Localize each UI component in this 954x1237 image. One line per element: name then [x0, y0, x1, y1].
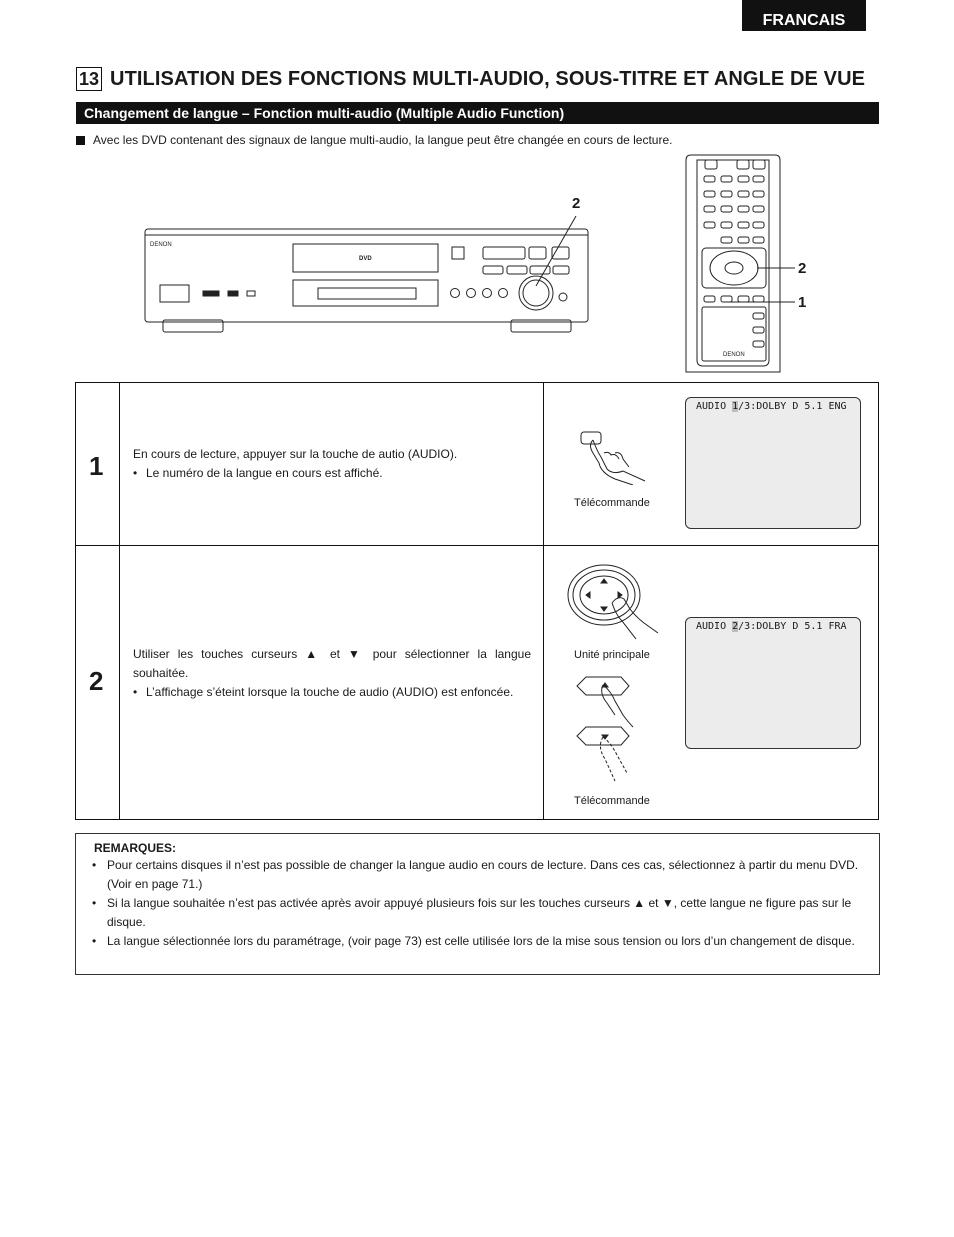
osd-track-highlight: 2 [732, 621, 739, 632]
note-item: • Pour certains disques il n’est pas possible de changer la langue audio en cours de lecture. Dans ces cas, sélectionnez à partir du menu DVD. (Voir en page 71.) [92, 858, 859, 891]
player-callout: 2 [572, 195, 581, 212]
step-1-osd-screen: AUDIO 1/3:DOLBY D 5.1 ENG [685, 397, 861, 529]
step-1-instructions [133, 445, 533, 483]
subsection-title: Changement de langue – Fonction multi-audio (Multiple Audio Function) [76, 102, 879, 124]
section-title: UTILISATION DES FONCTIONS MULTI-AUDIO, SOUS-TITRE ET ANGLE DE VUE [110, 67, 866, 90]
remote-cursor-press-icon [571, 673, 661, 803]
osd-track-highlight: 1 [732, 401, 739, 412]
device-illustration [0, 0, 954, 380]
main-unit-cursor-press-icon [566, 555, 666, 643]
step-2-osd-screen: AUDIO 2/3:DOLBY D 5.1 FRA [685, 617, 861, 749]
dvd-player-drawing [145, 216, 588, 332]
notes-box [75, 833, 880, 975]
intro-text: Avec les DVD contenant des signaux de langue multi-audio, la langue peut être changée en cours de lecture. [93, 133, 673, 147]
step-1-caption-remote: Télécommande [574, 497, 650, 509]
step-2-number: 2 [89, 666, 104, 696]
section-number: 13 [76, 67, 102, 91]
note-item: • La langue sélectionnée lors du paramétrage, (voir page 73) est celle utilisée lors de la mise sous tension ou lors d’un changement de disque. [92, 934, 855, 948]
step-1-number: 1 [89, 451, 104, 481]
step-2-caption-main-unit: Unité principale [574, 649, 650, 661]
step-2-instructions [133, 645, 531, 702]
step-1-bullet: • Le numéro de la langue en cours est affiché. [133, 466, 383, 480]
step-2-bullet: • L’affichage s’éteint lorsque la touche de audio (AUDIO) est enfoncée. [133, 685, 514, 699]
remote-brand-logo: DENON [723, 352, 745, 358]
step-2-caption-remote: Télécommande [574, 795, 650, 807]
notes-title: REMARQUES: [94, 841, 177, 855]
remote-callout-1: 1 [798, 294, 807, 311]
language-tab: FRANCAIS [742, 0, 866, 31]
dvd-logo: DVD [359, 256, 372, 262]
remote-control-drawing [686, 155, 795, 372]
remote-button-press-icon [571, 425, 651, 485]
remote-callout-2: 2 [798, 260, 807, 277]
player-brand-logo: DENON [150, 242, 172, 248]
step-1-text: En cours de lecture, appuyer sur la touche de autio (AUDIO). [133, 447, 458, 461]
steps-table [75, 382, 879, 820]
step-2-text: Utiliser les touches curseurs ▲ et ▼ pour sélectionner la langue souhaitée. [133, 647, 531, 680]
note-item: • Si la langue souhaitée n’est pas activée après avoir appuyé plusieurs fois sur les touches curseurs ▲ et ▼, cette langue ne figure pas sur le disque. [92, 896, 852, 929]
